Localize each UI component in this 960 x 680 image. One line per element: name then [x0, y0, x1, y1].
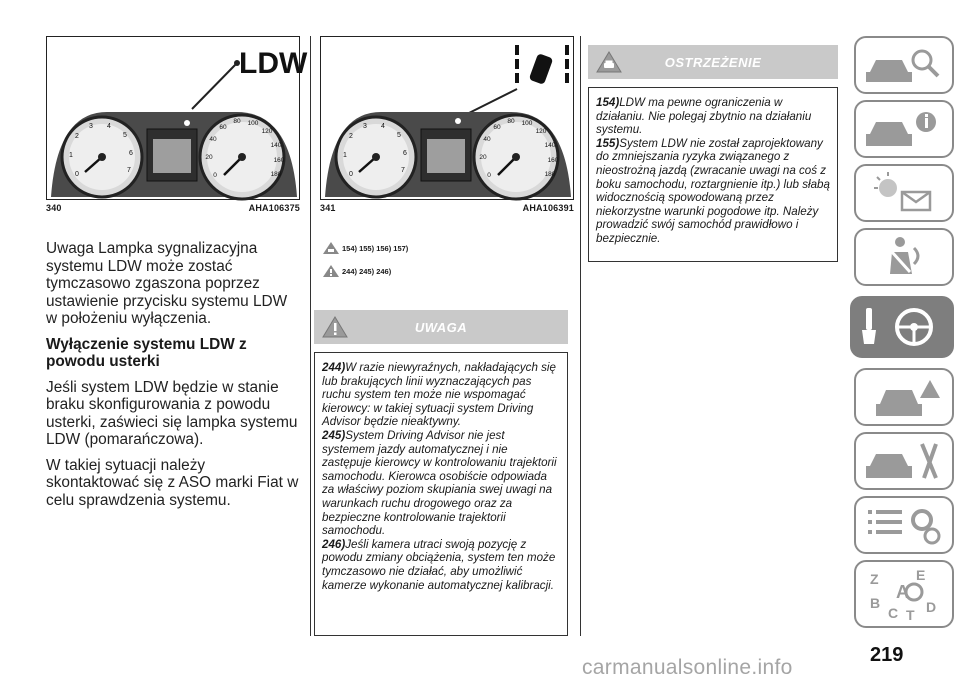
svg-text:120: 120: [535, 128, 547, 135]
svg-text:4: 4: [107, 123, 111, 130]
key-steering-wheel-icon: [852, 298, 952, 356]
paragraph: Jeśli system LDW będzie w stanie braku skonfigurowania z powodu usterki, zaświeci się lampka systemu LDW (pomarańczowa).: [46, 378, 298, 448]
index-alphabet-icon: [856, 562, 952, 626]
figure-341-lane-cluster: [320, 36, 574, 200]
warning-item: 154)LDW ma pewne ograniczenia w działaniu. Nie polegaj zbytnio na działaniu systemu.: [596, 96, 812, 137]
specs-gears-icon: [856, 498, 952, 552]
figure-number: 341: [320, 203, 336, 213]
svg-text:3: 3: [363, 123, 367, 130]
ostrzezenie-header: [588, 45, 838, 79]
car-warning-icon: [856, 370, 952, 424]
tab-key-steering[interactable]: [850, 296, 954, 358]
svg-text:6: 6: [403, 150, 407, 157]
svg-text:7: 7: [127, 167, 131, 174]
note-item: 245)System Driving Advisor nie jest systemem jazdy automatycznej i nie zastępuje kierowcy w kontrolowaniu trajektorii samochodu. Kierowca osobiście odpowiada za właściwy poziom skupiania swej uwagi na warunkach ruchu drogowego oraz za bezpieczne kontrolowanie trajektorii samochodu.: [322, 428, 557, 538]
svg-text:180: 180: [270, 171, 282, 178]
figure-code: AHA106391: [522, 203, 574, 213]
tab-seatbelt-airbag[interactable]: [854, 228, 954, 286]
svg-text:4: 4: [381, 123, 385, 130]
page-number: 219: [870, 644, 904, 666]
svg-text:1: 1: [69, 152, 73, 159]
svg-text:5: 5: [397, 132, 401, 139]
svg-text:120: 120: [261, 128, 273, 135]
tab-car-search[interactable]: [854, 36, 954, 94]
svg-text:40: 40: [209, 136, 217, 143]
tab-car-info[interactable]: [854, 100, 954, 158]
svg-text:80: 80: [507, 118, 515, 125]
figure-340-caption: [46, 203, 300, 217]
car-tools-icon: [856, 434, 952, 488]
svg-text:3: 3: [89, 123, 93, 130]
svg-text:D: D: [926, 599, 937, 615]
note-item: 246)Jeśli kamera utraci swoją pozycję z powodu zmiany obciążenia, system ten może tymczasowo nie działać, aby umożliwić kamerze wykonanie automatycznej kalibracji.: [322, 537, 556, 592]
ostrzezenie-body: [588, 87, 838, 262]
svg-text:40: 40: [483, 136, 491, 143]
svg-text:60: 60: [493, 124, 501, 131]
svg-text:0: 0: [349, 171, 353, 178]
figure-number: 340: [46, 203, 62, 213]
svg-text:6: 6: [129, 150, 133, 157]
svg-text:160: 160: [273, 157, 285, 164]
svg-text:1: 1: [343, 152, 347, 159]
svg-text:7: 7: [401, 167, 405, 174]
svg-text:100: 100: [247, 120, 259, 127]
svg-text:C: C: [888, 605, 899, 621]
warning-refs: 154) 155) 156) 157): [322, 240, 408, 256]
svg-text:Z: Z: [870, 571, 879, 587]
tab-specifications[interactable]: [854, 496, 954, 554]
uwaga-title: UWAGA: [414, 319, 468, 335]
uwaga-header: [314, 310, 568, 344]
warning-triangle-icon: [322, 264, 340, 278]
car-warning-icon: [596, 51, 622, 73]
warning-triangle-icon: [322, 316, 348, 338]
body-text-column: [46, 240, 302, 517]
column-divider: [310, 36, 311, 636]
svg-text:140: 140: [270, 142, 282, 149]
uwaga-body: [314, 352, 568, 636]
paragraph: Uwaga Lampka sygnalizacyjna systemu LDW może zostać tymczasowo zgaszona poprzez ustawienie przycisku systemu LDW w położeniu wyłączenia.: [46, 240, 288, 327]
svg-text:80: 80: [233, 118, 241, 125]
svg-text:5: 5: [123, 132, 127, 139]
paragraph: W takiej sytuacji należy skontaktować się z ASO marki Fiat w celu sprawdzenia systemu.: [46, 456, 299, 509]
ldw-callout-label: LDW: [239, 47, 308, 80]
seatbelt-airbag-icon: [856, 230, 952, 284]
car-search-icon: [856, 38, 952, 92]
svg-text:B: B: [870, 595, 881, 611]
lane-departure-icon: [515, 45, 569, 85]
svg-text:2: 2: [349, 133, 353, 140]
svg-text:180: 180: [544, 171, 556, 178]
section-heading: Wyłączenie systemu LDW z powodu usterki: [46, 335, 247, 370]
svg-text:140: 140: [544, 142, 556, 149]
car-info-icon: [856, 102, 952, 156]
svg-text:0: 0: [213, 172, 217, 179]
svg-text:100: 100: [521, 120, 533, 127]
svg-text:E: E: [916, 567, 926, 583]
car-warning-icon: [322, 241, 340, 255]
svg-text:2: 2: [75, 133, 79, 140]
figure-code: AHA106375: [248, 203, 300, 213]
warning-item: 155)System LDW nie został zaprojektowany do zmniejszania ryzyka związanego z nieostrożną jazdą (zwracanie uwagi na coś z boku samochodu, roztargnienie itp.) lub słabą widocznością spowodowaną przez niekorzystne warunki pogodowe itp. Należy prowadzić swój samochód prawidłowo i bezpiecznie.: [596, 136, 830, 245]
watermark: carmanualsonline.info: [582, 656, 793, 679]
svg-text:0: 0: [75, 171, 79, 178]
tab-car-tools[interactable]: [854, 432, 954, 490]
warning-lights-mail-icon: [856, 166, 952, 220]
svg-text:A: A: [896, 582, 909, 602]
tab-warning-lights[interactable]: [854, 164, 954, 222]
note-refs: 244) 245) 246): [322, 263, 391, 279]
tab-alphabetical-index[interactable]: [854, 560, 954, 628]
svg-text:0: 0: [487, 172, 491, 179]
ostrzezenie-title: OSTRZEŻENIE: [664, 54, 762, 70]
figure-340-ldw-cluster: [46, 36, 308, 200]
figure-341-caption: [320, 203, 574, 217]
tab-car-warning[interactable]: [854, 368, 954, 426]
svg-text:160: 160: [547, 157, 559, 164]
svg-text:T: T: [906, 607, 915, 623]
column-divider: [580, 36, 581, 636]
note-item: 244)W razie niewyraźnych, nakładających się lub brakujących linii wyznaczających pas ruchu system ten może nie wspomagać kierowcy: w takiej sytuacji system Driving Advisor będzie nieaktywny.: [322, 361, 556, 429]
svg-text:20: 20: [479, 154, 487, 161]
svg-text:60: 60: [219, 124, 227, 131]
svg-text:20: 20: [205, 154, 213, 161]
